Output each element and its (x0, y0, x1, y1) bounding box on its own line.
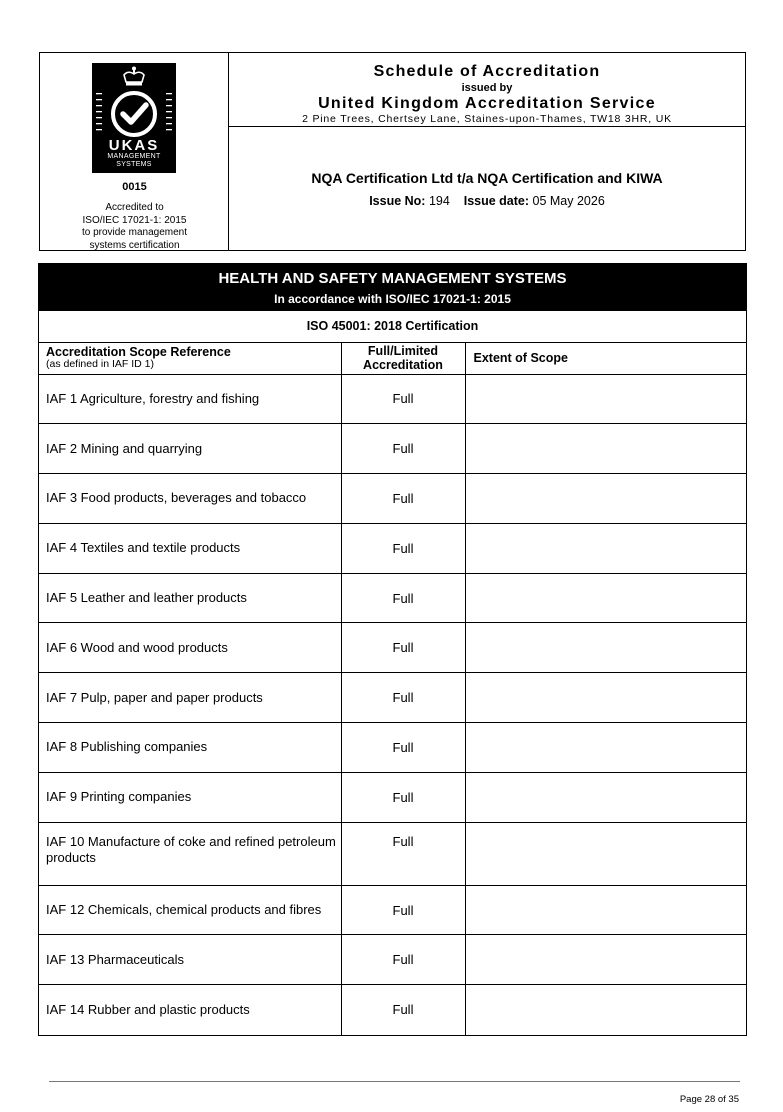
extent-of-scope (465, 424, 746, 474)
accreditation-level: Full (341, 822, 465, 885)
scope-table (39, 343, 746, 1035)
scope-reference: IAF 13 Pharmaceuticals (39, 935, 341, 985)
issue-no: 194 (428, 194, 450, 208)
scope-section (38, 263, 747, 1036)
accreditation-level: Full (341, 523, 465, 573)
service-address: 2 Pine Trees, Chertsey Lane, Staines-upon-Thames, TW18 3HR, UK (302, 113, 672, 125)
scope-reference: IAF 6 Wood and wood products (39, 623, 341, 673)
table-row (39, 523, 746, 573)
accreditation-line: Accredited to (105, 202, 164, 213)
scope-reference: IAF 8 Publishing companies (39, 723, 341, 773)
issue-date: 05 May 2026 (532, 194, 605, 208)
accreditation-level: Full (341, 723, 465, 773)
issued-by-label: issued by (461, 82, 513, 94)
ukas-wordmark: UKAS (108, 137, 160, 154)
issue-no-label: Issue No: (369, 194, 426, 208)
organisation-name: NQA Certification Ltd t/a NQA Certification and KIWA (311, 170, 663, 186)
decorative-bars-icon (166, 91, 172, 135)
table-row (39, 822, 746, 885)
scope-reference: IAF 5 Leather and leather products (39, 573, 341, 623)
accreditation-level: Full (341, 885, 465, 935)
table-row (39, 673, 746, 723)
schedule-header (39, 52, 746, 251)
column-header-reference (39, 343, 341, 374)
accreditation-line: to provide management (81, 227, 188, 238)
section-subtitle: In accordance with ISO/IEC 17021-1: 2015 (274, 292, 511, 306)
table-row (39, 885, 746, 935)
column-header-label: Accreditation Scope Reference (46, 345, 231, 360)
accreditation-level: Full (341, 424, 465, 474)
extent-of-scope (465, 573, 746, 623)
table-row (39, 424, 746, 474)
column-header-accreditation (341, 343, 465, 374)
section-band (39, 264, 746, 311)
ukas-subtitle (92, 153, 176, 169)
extent-of-scope (465, 623, 746, 673)
accreditation-level: Full (341, 374, 465, 424)
accreditation-level: Full (341, 474, 465, 524)
accreditation-line: ISO/IEC 17021-1: 2015 (82, 214, 187, 226)
crown-icon (121, 66, 147, 88)
table-row (39, 935, 746, 985)
footer-divider (49, 1081, 740, 1082)
scope-reference: IAF 14 Rubber and plastic products (39, 985, 341, 1035)
scope-reference: IAF 10 Manufacture of coke and refined petroleum products (39, 822, 341, 885)
accreditation-level: Full (341, 772, 465, 822)
scope-reference: IAF 12 Chemicals, chemical products and fibres (39, 885, 341, 935)
issuer-block (229, 53, 745, 127)
table-row (39, 474, 746, 524)
decorative-bars-icon (96, 91, 102, 135)
accreditation-level: Full (341, 935, 465, 985)
title-cell (229, 53, 745, 250)
scope-reference: IAF 2 Mining and quarrying (39, 424, 341, 474)
accreditation-statement (40, 202, 229, 252)
column-header-extent: Extent of Scope (465, 343, 746, 374)
table-row (39, 772, 746, 822)
page-number: Page 28 of 35 (679, 1094, 739, 1105)
accreditation-level: Full (341, 985, 465, 1035)
table-row (39, 573, 746, 623)
extent-of-scope (465, 822, 746, 885)
extent-of-scope (465, 673, 746, 723)
check-circle-icon (109, 89, 159, 139)
issue-details (229, 194, 745, 208)
scope-reference: IAF 4 Textiles and textile products (39, 523, 341, 573)
column-header-label: Accreditation (363, 358, 443, 373)
column-header-sublabel: (as defined in IAF ID 1) (46, 358, 154, 371)
accreditation-line: systems certification (89, 239, 180, 251)
extent-of-scope (465, 474, 746, 524)
extent-of-scope (465, 935, 746, 985)
ukas-subtitle-line: MANAGEMENT (107, 153, 161, 160)
accreditation-level: Full (341, 573, 465, 623)
table-row (39, 623, 746, 673)
ukas-logo (92, 63, 176, 173)
scope-reference: IAF 3 Food products, beverages and tobacco (39, 474, 341, 524)
scope-reference: IAF 1 Agriculture, forestry and fishing (39, 374, 341, 424)
extent-of-scope (465, 772, 746, 822)
column-header-label: Full/Limited (367, 344, 439, 359)
scope-reference: IAF 7 Pulp, paper and paper products (39, 673, 341, 723)
accreditation-level: Full (341, 623, 465, 673)
scope-reference: IAF 9 Printing companies (39, 772, 341, 822)
table-header-row (39, 343, 746, 374)
table-row (39, 374, 746, 424)
extent-of-scope (465, 374, 746, 424)
ukas-subtitle-line: SYSTEMS (116, 161, 152, 168)
extent-of-scope (465, 523, 746, 573)
extent-of-scope (465, 885, 746, 935)
service-name: United Kingdom Accreditation Service (318, 95, 656, 112)
table-row (39, 985, 746, 1035)
schedule-title: Schedule of Accreditation (373, 63, 601, 80)
extent-of-scope (465, 985, 746, 1035)
table-row (39, 723, 746, 773)
accreditation-logo-cell (40, 53, 229, 250)
accreditation-number: 0015 (122, 181, 147, 193)
accreditation-level: Full (341, 673, 465, 723)
issue-date-label: Issue date: (463, 194, 530, 208)
section-title: HEALTH AND SAFETY MANAGEMENT SYSTEMS (218, 270, 567, 287)
standard-heading: ISO 45001: 2018 Certification (39, 311, 746, 343)
extent-of-scope (465, 723, 746, 773)
